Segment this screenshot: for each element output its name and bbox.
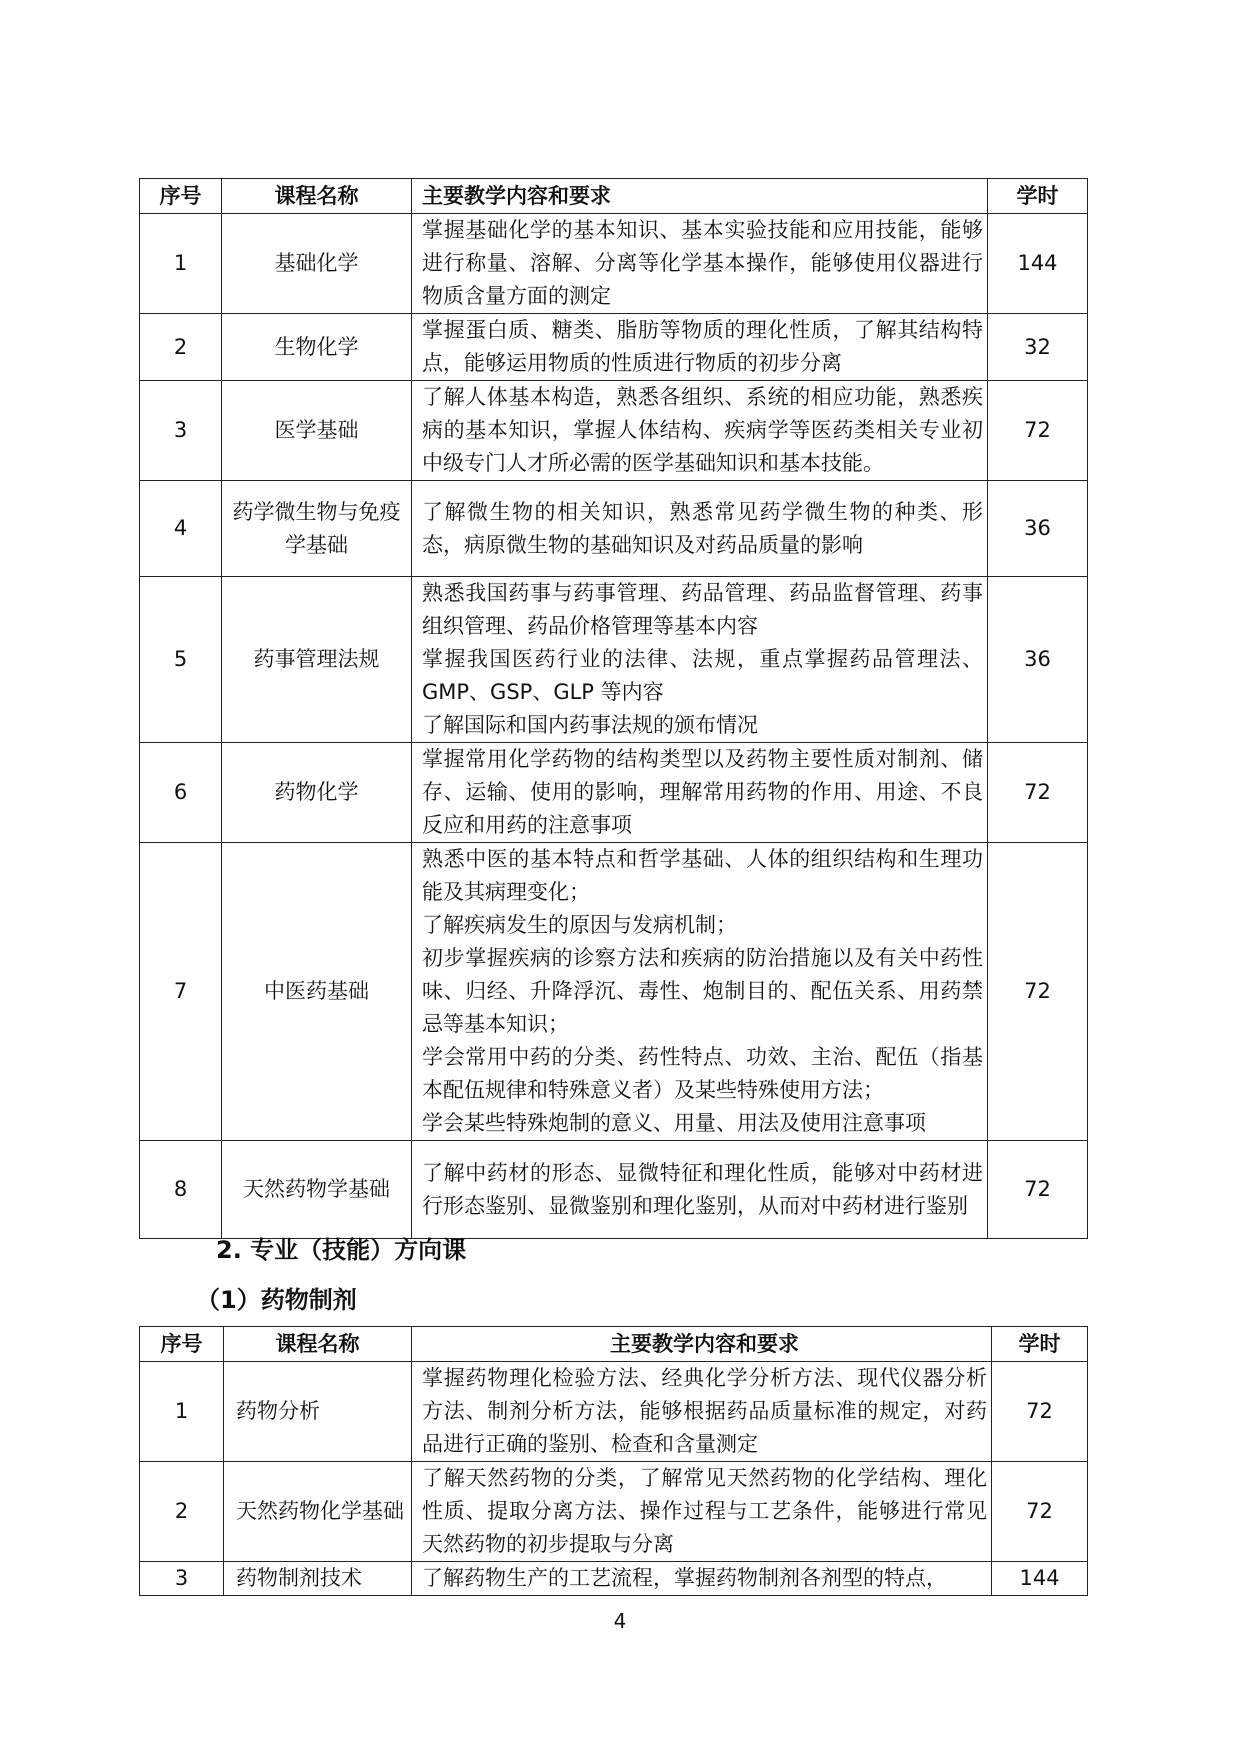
course-hours: 72 — [992, 1462, 1088, 1562]
course-content — [412, 381, 988, 481]
content-paragraph: 初步掌握疾病的诊察方法和疾病的防治措施以及有关中药性味、归经、升降浮沉、毒性、炮制目的、配伍关系、用药禁忌等基本知识； — [422, 946, 983, 1036]
course-number: 3 — [140, 1562, 224, 1596]
content-paragraph: 掌握常用化学药物的结构类型以及药物主要性质对制剂、储存、运输、使用的影响，理解常用药物的作用、用途、不良反应和用药的注意事项 — [422, 747, 983, 837]
course-number: 3 — [140, 381, 222, 481]
content-paragraph: 了解药物生产的工艺流程，掌握药物制剂各剂型的特点， — [422, 1566, 947, 1590]
section-title: 2. 专业（技能）方向课 — [216, 1236, 467, 1264]
content-paragraph: 了解国际和国内药事法规的颁布情况 — [422, 713, 758, 737]
content-paragraph: 了解中药材的形态、显微特征和理化性质，能够对中药材进行形态鉴别、显微鉴别和理化鉴别，从而对中药材进行鉴别 — [422, 1160, 983, 1218]
course-name: 医学基础 — [222, 381, 412, 481]
content-paragraph: 了解微生物的相关知识，熟悉常见药学微生物的种类、形态，病原微生物的基础知识及对药品质量的影响 — [422, 499, 983, 557]
course-number: 8 — [140, 1141, 222, 1239]
header-course-name: 课程名称 — [222, 179, 412, 214]
content-paragraph: 掌握药物理化检验方法、经典化学分析方法、现代仪器分析方法、制剂分析方法，能够根据药品质量标准的规定，对药品进行正确的鉴别、检查和含量测定 — [422, 1366, 987, 1456]
course-hours: 144 — [988, 214, 1088, 314]
course-content — [412, 314, 988, 381]
course-number: 4 — [140, 481, 222, 577]
core-course-table — [139, 178, 1088, 1239]
header-num: 序号 — [140, 1327, 224, 1362]
course-name: 基础化学 — [222, 214, 412, 314]
table-row — [140, 314, 1088, 381]
table-row — [140, 481, 1088, 577]
header-content: 主要教学内容和要求 — [412, 1327, 992, 1362]
content-paragraph: 掌握蛋白质、糖类、脂肪等物质的理化性质，了解其结构特点，能够运用物质的性质进行物质的初步分离 — [422, 318, 983, 375]
header-hours: 学时 — [988, 179, 1088, 214]
course-content — [412, 577, 988, 743]
course-content — [412, 1362, 992, 1462]
course-hours: 72 — [988, 1141, 1088, 1239]
course-name: 药物制剂技术 — [224, 1562, 412, 1596]
course-content — [412, 481, 988, 577]
header-hours: 学时 — [992, 1327, 1088, 1362]
course-number: 1 — [140, 1362, 224, 1462]
content-paragraph: 熟悉我国药事与药事管理、药品管理、药品监督管理、药事组织管理、药品价格管理等基本内容 — [422, 581, 983, 638]
course-name: 生物化学 — [222, 314, 412, 381]
content-paragraph: 熟悉中医的基本特点和哲学基础、人体的组织结构和生理功能及其病理变化； — [422, 847, 983, 904]
course-name: 药事管理法规 — [222, 577, 412, 743]
header-course-name: 课程名称 — [224, 1327, 412, 1362]
course-number: 1 — [140, 214, 222, 314]
table-row — [140, 743, 1088, 843]
course-number: 5 — [140, 577, 222, 743]
course-name: 天然药物化学基础 — [224, 1462, 412, 1562]
course-hours: 144 — [992, 1562, 1088, 1596]
course-hours: 32 — [988, 314, 1088, 381]
table-row — [140, 214, 1088, 314]
course-hours: 72 — [988, 743, 1088, 843]
course-hours: 72 — [992, 1362, 1088, 1462]
course-content — [412, 1462, 992, 1562]
course-number: 6 — [140, 743, 222, 843]
direction-course-table — [139, 1326, 1088, 1596]
course-hours: 36 — [988, 481, 1088, 577]
header-content: 主要教学内容和要求 — [412, 179, 988, 214]
course-name: 中医药基础 — [222, 843, 412, 1141]
content-paragraph: 学会常用中药的分类、药性特点、功效、主治、配伍（指基本配伍规律和特殊意义者）及某些特殊使用方法； — [422, 1045, 983, 1102]
content-paragraph: 掌握基础化学的基本知识、基本实验技能和应用技能，能够进行称量、溶解、分离等化学基本操作，能够使用仪器进行物质含量方面的测定 — [422, 218, 983, 308]
course-content — [412, 843, 988, 1141]
course-number: 2 — [140, 314, 222, 381]
course-hours: 72 — [988, 381, 1088, 481]
content-paragraph: 了解疾病发生的原因与发病机制； — [422, 913, 737, 937]
subsection-title: （1）药物制剂 — [196, 1286, 357, 1314]
table-row — [140, 843, 1088, 1141]
course-number: 2 — [140, 1462, 224, 1562]
page-number: 4 — [613, 1609, 627, 1633]
course-name: 药物化学 — [222, 743, 412, 843]
course-content — [412, 1562, 992, 1596]
table-row — [140, 1141, 1088, 1239]
course-hours: 72 — [988, 843, 1088, 1141]
course-content — [412, 214, 988, 314]
content-paragraph: 了解人体基本构造，熟悉各组织、系统的相应功能，熟悉疾病的基本知识，掌握人体结构、疾病学等医药类相关专业初中级专门人才所必需的医学基础知识和基本技能。 — [422, 385, 983, 475]
table-row — [140, 1562, 1088, 1596]
course-number: 7 — [140, 843, 222, 1141]
table-header-row — [140, 179, 1088, 214]
content-paragraph: 学会某些特殊炮制的意义、用量、用法及使用注意事项 — [422, 1111, 926, 1135]
course-hours: 36 — [988, 577, 1088, 743]
table-row — [140, 1462, 1088, 1562]
course-content — [412, 743, 988, 843]
table-header-row — [140, 1327, 1088, 1362]
table-row — [140, 577, 1088, 743]
content-paragraph: 掌握我国医药行业的法律、法规，重点掌握药品管理法、GMP、GSP、GLP 等内容 — [422, 647, 983, 704]
course-name: 天然药物学基础 — [222, 1141, 412, 1239]
course-name: 药物分析 — [224, 1362, 412, 1462]
course-name: 药学微生物与免疫学基础 — [222, 481, 412, 577]
course-content — [412, 1141, 988, 1239]
table-row — [140, 1362, 1088, 1462]
content-paragraph: 了解天然药物的分类，了解常见天然药物的化学结构、理化性质、提取分离方法、操作过程与工艺条件，能够进行常见天然药物的初步提取与分离 — [422, 1466, 987, 1556]
table-row — [140, 381, 1088, 481]
header-num: 序号 — [140, 179, 222, 214]
